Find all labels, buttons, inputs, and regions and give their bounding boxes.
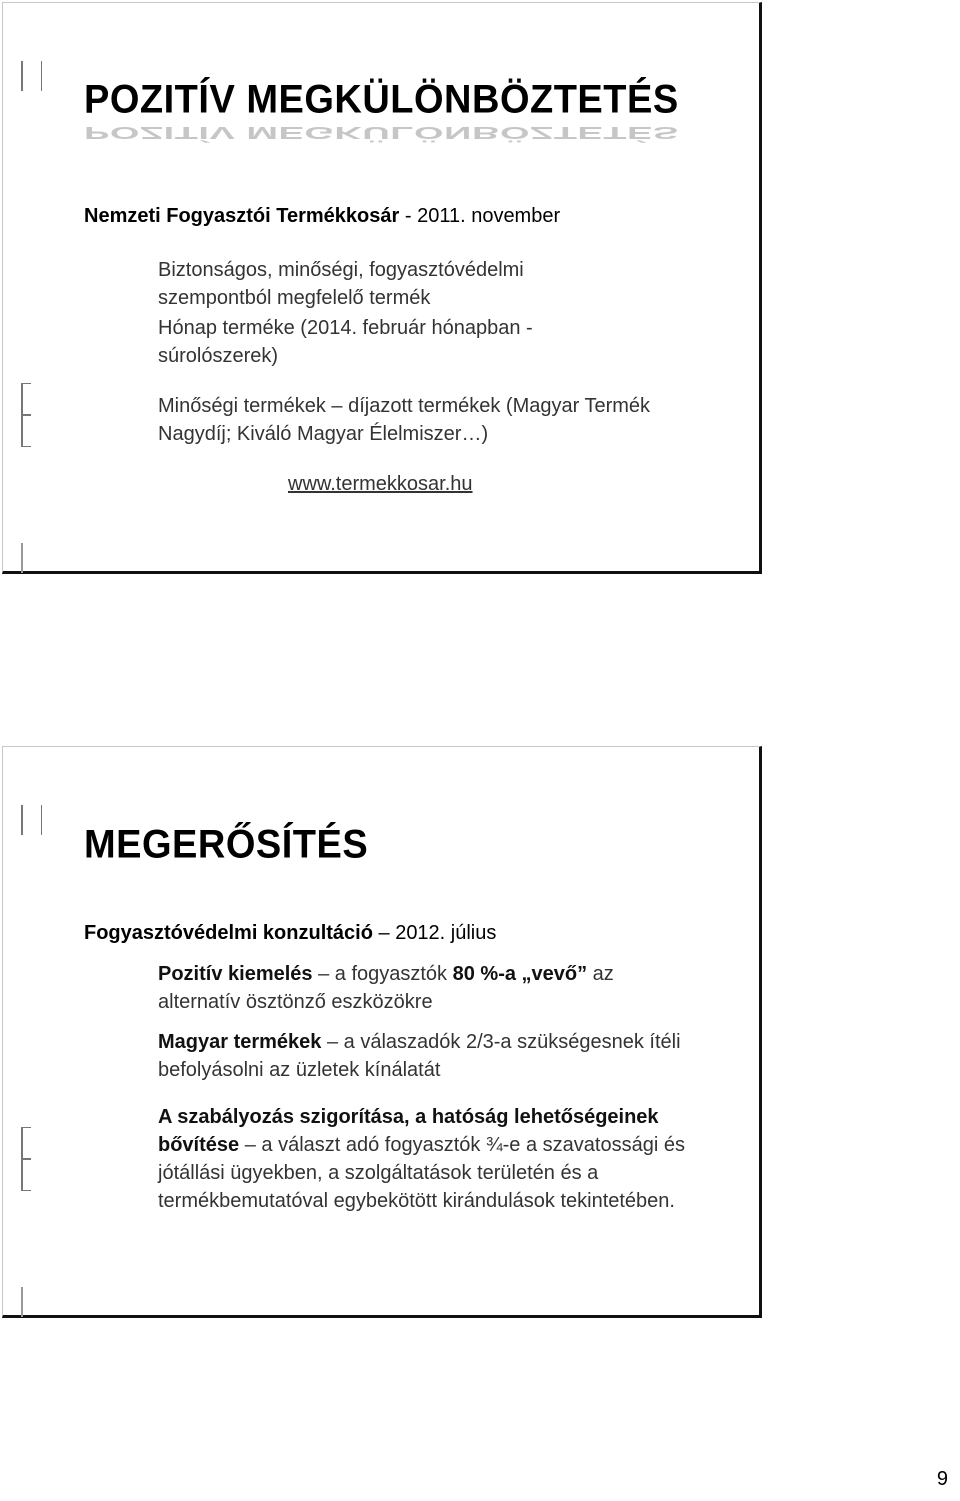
item-bold: Pozitív kiemelés xyxy=(158,963,313,985)
heading-date: - 2011. november xyxy=(399,205,561,227)
item-text: – a fogyasztók xyxy=(312,963,453,985)
list-item: Biztonságos, minőségi, fogyasztóvédelmi szempontból megfelelő termék xyxy=(158,259,524,309)
item-bold: A szabályozás szigorítása, a hatóság lehetőségeinek bővítése xyxy=(158,1106,659,1156)
heading-bold: Fogyasztóvédelmi konzultáció xyxy=(84,922,373,944)
item-text: – a választ adó fogyasztók ¾-e a szavatossági és jótállási ügyekben, a szolgáltatások területén és a termékbemutatóval egybekötött kirándulások tekintetében. xyxy=(158,1134,685,1212)
slide-heading xyxy=(84,205,560,228)
item-bold: Magyar termékek xyxy=(158,1031,322,1053)
slide-heading xyxy=(84,922,496,945)
slide-title-reflection: POZITÍV MEGKÜLÖNBÖZTETÉS xyxy=(84,123,679,142)
item-bold: 80 %-a „vevő” xyxy=(452,963,588,985)
notes-guide-mark xyxy=(21,415,31,447)
notes-guide-mark xyxy=(21,61,42,91)
notes-guide-mark xyxy=(21,1159,31,1191)
list-item xyxy=(158,960,698,1016)
notes-guide-mark xyxy=(21,1287,29,1317)
item-text: az alternatív ösztönző eszközökre xyxy=(158,963,614,1013)
list-item: Minőségi termékek – díjazott termékek (Magyar Termék Nagydíj; Kiváló Magyar Élelmiszer…) xyxy=(158,395,651,445)
notes-guide-mark xyxy=(21,383,31,415)
website-link[interactable]: www.termekkosar.hu xyxy=(288,473,473,495)
list-item xyxy=(158,1103,718,1215)
notes-guide-mark xyxy=(21,1127,31,1159)
notes-guide-mark xyxy=(21,543,29,573)
slide-title: POZITÍV MEGKÜLÖNBÖZTETÉS xyxy=(84,78,679,123)
heading-date: – 2012. július xyxy=(372,922,497,944)
item-text: – a válaszadók 2/3-a szükségesnek ítéli befolyásolni az üzletek kínálatát xyxy=(158,1031,681,1081)
list-item xyxy=(158,1028,698,1084)
slide-title: MEGERŐSÍTÉS xyxy=(84,823,369,868)
notes-guide-mark xyxy=(21,805,42,835)
page-number: 9 xyxy=(936,1468,948,1490)
heading-bold: Nemzeti Fogyasztói Termékkosár xyxy=(84,205,400,227)
list-item: Hónap terméke (2014. február hónapban - súrolószerek) xyxy=(158,317,533,367)
